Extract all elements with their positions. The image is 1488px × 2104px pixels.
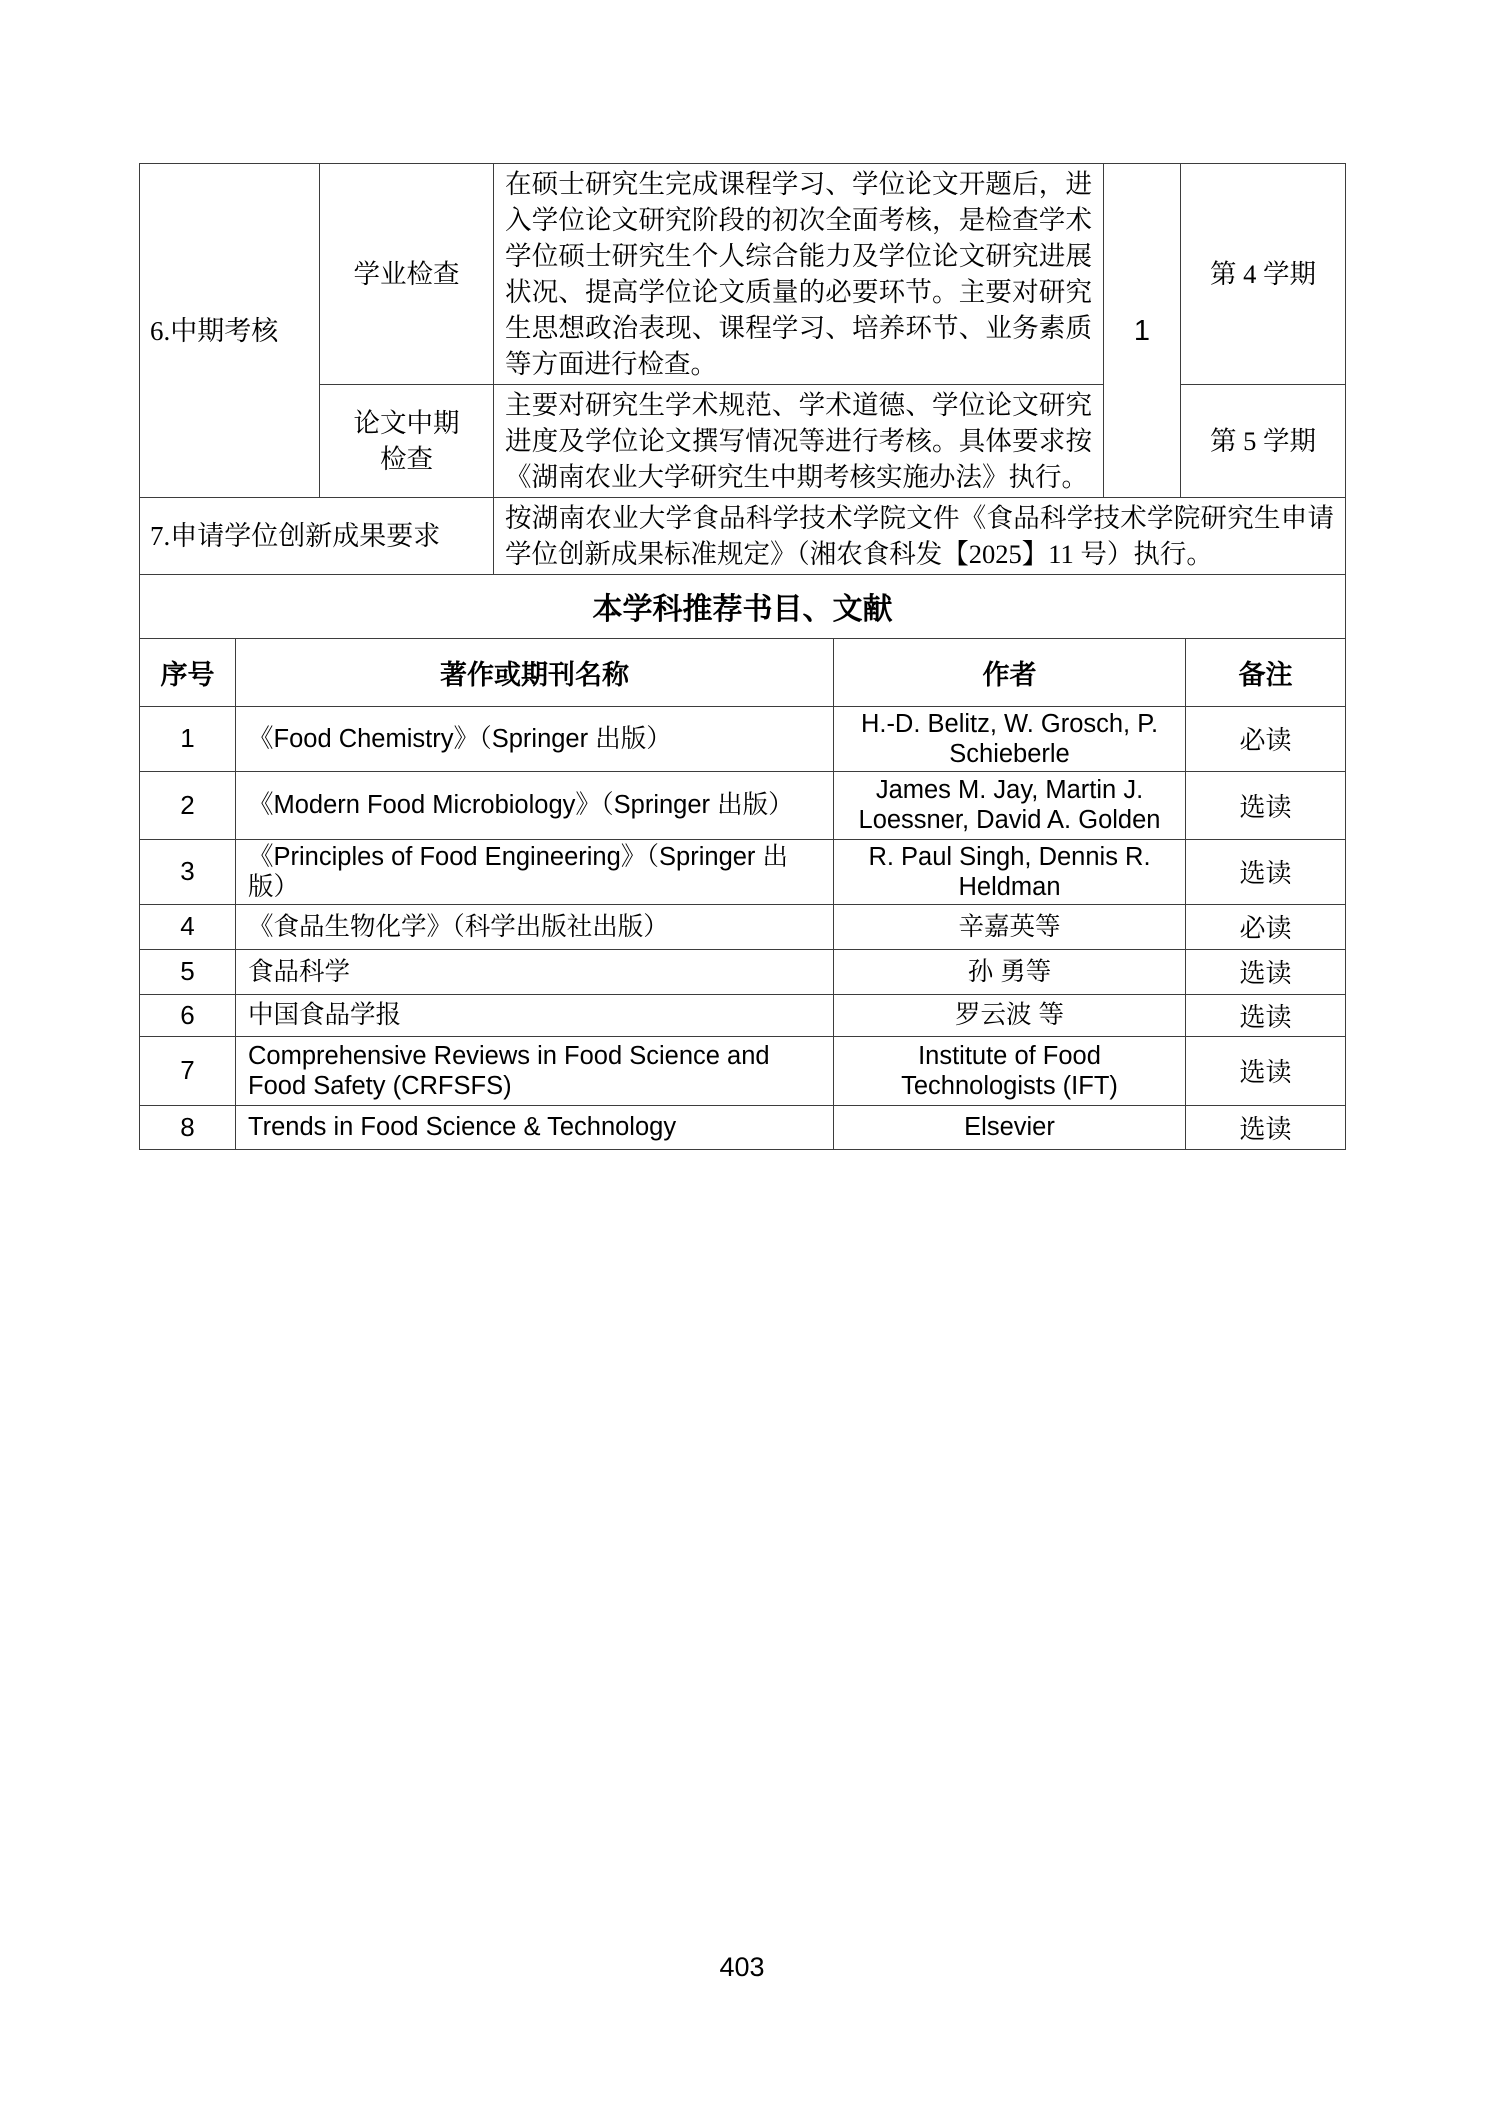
book-note: 选读 xyxy=(1186,994,1346,1036)
recommended-books-table xyxy=(139,574,1346,1150)
innovation-label-cell xyxy=(140,498,494,575)
book-title: 《Food Chemistry》（Springer 出版） xyxy=(236,706,834,771)
thesis-check-semester-cell xyxy=(1181,385,1346,498)
midterm-count: 1 xyxy=(1133,314,1151,347)
column-header-no: 序号 xyxy=(140,638,236,706)
table-row xyxy=(140,574,1346,638)
innovation-desc: 按湖南农业大学食品科学技术学院文件《食品科学技术学院研究生申请学位创新成果标准规定》（湘农食科发【2025】11 号）执行。 xyxy=(505,503,1334,569)
book-row-number: 3 xyxy=(140,839,236,904)
table-row xyxy=(140,498,1346,575)
academic-check-label-cell xyxy=(320,164,494,385)
book-author: 孙 勇等 xyxy=(834,949,1186,994)
page-number: 403 xyxy=(719,1952,765,1982)
academic-check-semester: 第 4 学期 xyxy=(1210,259,1316,289)
column-header-title: 著作或期刊名称 xyxy=(236,638,834,706)
book-title: 中国食品学报 xyxy=(236,994,834,1036)
books-section-title-cell xyxy=(140,574,1346,638)
book-note: 必读 xyxy=(1186,904,1346,949)
book-row xyxy=(140,1105,1346,1149)
book-note: 选读 xyxy=(1186,1105,1346,1149)
book-author: 罗云波 等 xyxy=(834,994,1186,1036)
book-row xyxy=(140,839,1346,904)
book-row xyxy=(140,1036,1346,1105)
book-title: 食品科学 xyxy=(236,949,834,994)
thesis-check-semester: 第 5 学期 xyxy=(1210,426,1316,456)
book-note: 选读 xyxy=(1186,771,1346,839)
book-title: Comprehensive Reviews in Food Science and Food Safety (CRFSFS) xyxy=(236,1036,834,1105)
academic-check-desc: 在硕士研究生完成课程学习、学位论文开题后，进入学位论文研究阶段的初次全面考核，是检查学术学位硕士研究生个人综合能力及学位论文研究进展状况、提高学位论文质量的必要环节。主要对研究生思想政治表现、课程学习、培养环节、业务素质等方面进行检查。 xyxy=(505,169,1092,379)
innovation-label: 7.申请学位创新成果要求 xyxy=(150,521,441,551)
academic-check-desc-cell xyxy=(494,164,1104,385)
book-row xyxy=(140,994,1346,1036)
book-author: James M. Jay, Martin J. Loessner, David A. Golden xyxy=(834,771,1186,839)
books-section-title: 本学科推荐书目、文献 xyxy=(592,593,893,626)
book-row-number: 8 xyxy=(140,1105,236,1149)
midterm-assessment-table xyxy=(139,163,1346,575)
book-row-number: 1 xyxy=(140,706,236,771)
academic-check-semester-cell xyxy=(1181,164,1346,385)
book-title: Trends in Food Science & Technology xyxy=(236,1105,834,1149)
midterm-count-cell xyxy=(1104,164,1181,498)
innovation-desc-cell xyxy=(494,498,1346,575)
book-row xyxy=(140,706,1346,771)
column-header-note: 备注 xyxy=(1186,638,1346,706)
book-row-number: 6 xyxy=(140,994,236,1036)
midterm-label: 6.中期考核 xyxy=(150,315,279,346)
book-row xyxy=(140,949,1346,994)
book-author: H.-D. Belitz, W. Grosch, P. Schieberle xyxy=(834,706,1186,771)
book-author: Institute of Food Technologists (IFT) xyxy=(834,1036,1186,1105)
thesis-check-label-line1: 论文中期 xyxy=(353,408,460,438)
book-title: 《Modern Food Microbiology》（Springer 出版） xyxy=(236,771,834,839)
thesis-check-desc-cell xyxy=(494,385,1104,498)
column-header-author: 作者 xyxy=(834,638,1186,706)
book-row-number: 7 xyxy=(140,1036,236,1105)
book-note: 选读 xyxy=(1186,839,1346,904)
book-row-number: 2 xyxy=(140,771,236,839)
book-author: 辛嘉英等 xyxy=(834,904,1186,949)
midterm-label-cell xyxy=(140,164,320,498)
book-author: Elsevier xyxy=(834,1105,1186,1149)
book-row xyxy=(140,771,1346,839)
thesis-check-desc: 主要对研究生学术规范、学术道德、学位论文研究进度及学位论文撰写情况等进行考核。具体要求按《湖南农业大学研究生中期考核实施办法》执行。 xyxy=(505,390,1092,492)
table-row xyxy=(140,164,1346,385)
book-row-number: 4 xyxy=(140,904,236,949)
thesis-check-label-cell xyxy=(320,385,494,498)
book-row xyxy=(140,904,1346,949)
academic-check-label: 学业检查 xyxy=(353,259,460,289)
book-author: R. Paul Singh, Dennis R. Heldman xyxy=(834,839,1186,904)
book-row-number: 5 xyxy=(140,949,236,994)
content-area xyxy=(139,163,1345,1150)
books-table-body xyxy=(140,706,1346,1149)
table-header-row xyxy=(140,638,1346,706)
thesis-check-label-line2: 检查 xyxy=(380,444,433,474)
book-note: 选读 xyxy=(1186,1036,1346,1105)
book-note: 选读 xyxy=(1186,949,1346,994)
book-title: 《食品生物化学》（科学出版社出版） xyxy=(236,904,834,949)
book-note: 必读 xyxy=(1186,706,1346,771)
book-title: 《Principles of Food Engineering》（Springer 出版） xyxy=(236,839,834,904)
